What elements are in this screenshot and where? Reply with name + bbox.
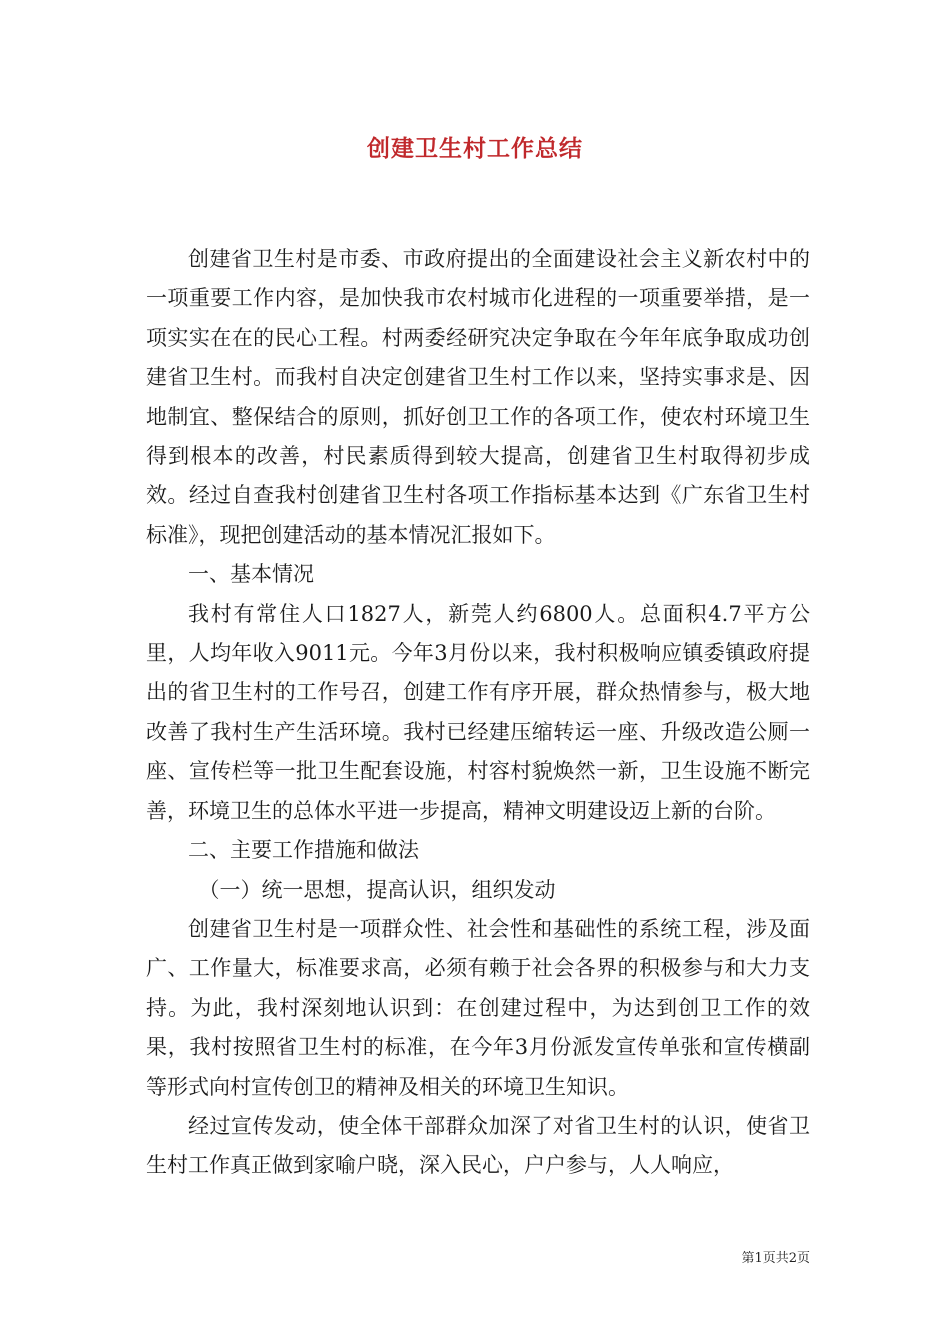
- document-body: [146, 240, 810, 1186]
- page-number: 第1页共2页: [741, 1251, 810, 1266]
- subsection-heading-1: （一）统一思想，提高认识，组织发动: [198, 877, 556, 902]
- section-heading-main-measures: 二、主要工作措施和做法: [188, 838, 419, 863]
- section-heading-basic-situation: 一、基本情况: [188, 562, 314, 587]
- measures-paragraph: 创建省卫生村是一项群众性、社会性和基础性的系统工程，涉及面广、工作量大，标准要求高，必须有赖于社会各界的积极参与和大力支持。为此，我村深刻地认识到：在创建过程中，为达到创卫工作的效果，我村按照省卫生村的标准，在今年3月份派发宣传单张和宣传横副等形式向村宣传创卫的精神及相关的环境卫生知识。: [146, 916, 810, 1099]
- basic-situation-paragraph: 我村有常住人口1827人，新莞人约6800人。总面积4.7平方公里，人均年收入9011元。今年3月份以来，我村积极响应镇委镇政府提出的省卫生村的工作号召，创建工作有序开展，群众热情参与，极大地改善了我村生产生活环境。我村已经建压缩转运一座、升级改造公厕一座、宣传栏等一批卫生配套设施，村容村貌焕然一新，卫生设施不断完善，环境卫生的总体水平进一步提高，精神文明建设迈上新的台阶。: [146, 601, 810, 823]
- document-title: 创建卫生村工作总结: [367, 135, 583, 162]
- intro-paragraph: 创建省卫生村是市委、市政府提出的全面建设社会主义新农村中的一项重要工作内容，是加快我市农村城市化进程的一项重要举措，是一项实实在在的民心工程。村两委经研究决定争取在今年年底争取成功创建省卫生村。而我村自决定创建省卫生村工作以来，坚持实事求是、因地制宜、整保结合的原则，抓好创卫工作的各项工作，使农村环境卫生得到根本的改善，村民素质得到较大提高，创建省卫生村取得初步成效。经过自查我村创建省卫生村各项工作指标基本达到《广东省卫生村标准》，现把创建活动的基本情况汇报如下。: [146, 247, 810, 547]
- publicity-paragraph: 经过宣传发动，使全体干部群众加深了对省卫生村的认识，使省卫生村工作真正做到家喻户晓，深入民心，户户参与，人人响应，: [146, 1113, 810, 1178]
